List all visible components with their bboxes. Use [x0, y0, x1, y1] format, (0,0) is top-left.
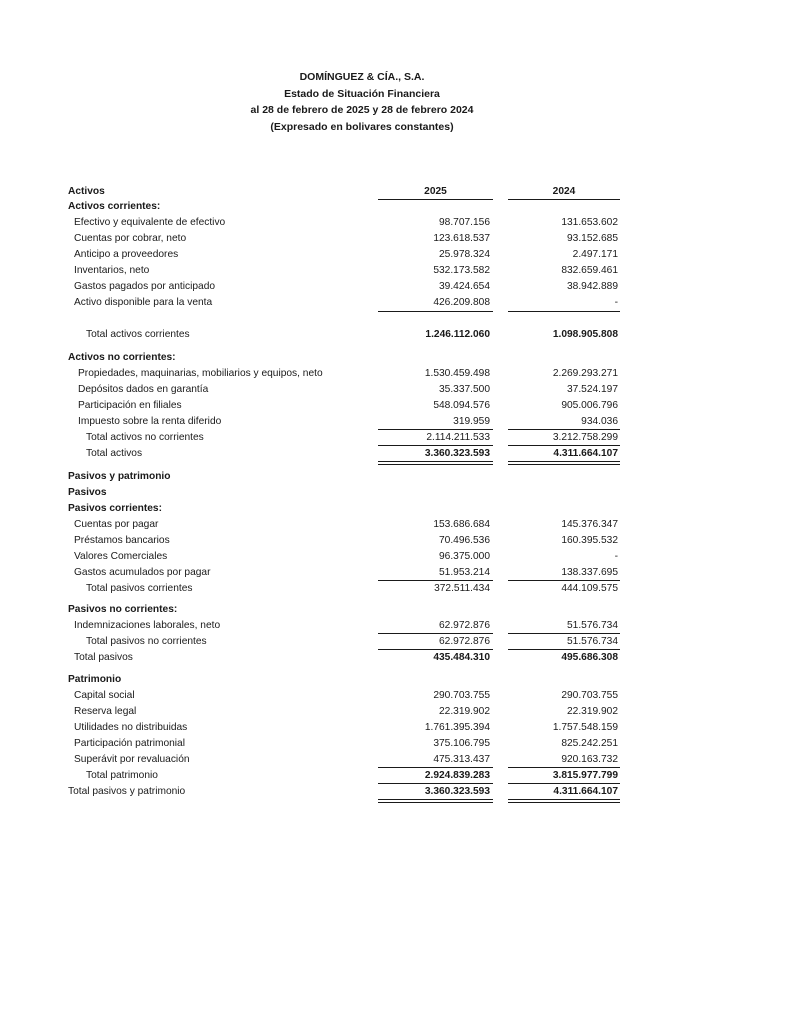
value-2024: 444.109.575 — [561, 583, 618, 594]
heading-row — [0, 602, 791, 618]
column-header-2024: 2024 — [552, 186, 576, 197]
value-2024: 4.311.664.107 — [553, 786, 618, 797]
row-label: Total activos no corrientes — [86, 432, 204, 443]
value-2025: 123.618.537 — [433, 233, 490, 244]
value-2024: 825.242.251 — [561, 738, 618, 749]
heading-activos-corrientes: Activos corrientes: — [68, 201, 161, 212]
heading-row — [0, 501, 791, 517]
table-row — [0, 414, 791, 430]
heading-row — [0, 469, 791, 485]
table-row — [0, 279, 791, 295]
value-2025: 35.337.500 — [439, 384, 490, 395]
table-row — [0, 688, 791, 704]
statement-header — [0, 69, 724, 135]
table-row — [0, 720, 791, 736]
row-label: Indemnizaciones laborales, neto — [74, 620, 221, 631]
row-label: Total patrimonio — [86, 770, 158, 781]
value-2025: 70.496.536 — [439, 535, 490, 546]
row-label: Propiedades, maquinarias, mobiliarios y equipos, neto — [78, 368, 323, 379]
row-label: Participación patrimonial — [74, 738, 185, 749]
row-label: Total pasivos y patrimonio — [68, 786, 186, 797]
value-2025: 426.209.808 — [433, 297, 490, 308]
row-label: Capital social — [74, 690, 135, 701]
value-2025: 51.953.214 — [439, 567, 490, 578]
table-row — [0, 736, 791, 752]
table-row — [0, 533, 791, 549]
value-2024: 51.576.734 — [567, 620, 618, 631]
total-row — [0, 327, 791, 343]
divider — [508, 311, 620, 312]
value-2024: 37.524.197 — [567, 384, 618, 395]
value-2024: 920.163.732 — [561, 754, 618, 765]
value-2025: 1.530.459.498 — [424, 368, 490, 379]
total-row — [0, 650, 791, 666]
row-label: Total pasivos no corrientes — [86, 636, 207, 647]
row-label: Total activos corrientes — [86, 329, 190, 340]
value-2025: 372.511.434 — [434, 583, 490, 594]
section-heading-activos: Activos — [68, 186, 105, 197]
value-2024: 145.376.347 — [561, 519, 618, 530]
heading-pasivos-y-patrimonio: Pasivos y patrimonio — [68, 471, 171, 482]
value-2025: 3.360.323.593 — [424, 786, 490, 797]
value-2024: 38.942.889 — [567, 281, 618, 292]
currency-note: (Expresado en bolivares constantes) — [270, 120, 454, 133]
value-2024: 495.686.308 — [561, 652, 618, 663]
row-label: Cuentas por pagar — [74, 519, 159, 530]
statement-title: Estado de Situación Financiera — [284, 87, 440, 100]
value-2025: 96.375.000 — [439, 551, 490, 562]
total-row — [0, 581, 791, 597]
row-label: Participación en filiales — [78, 400, 182, 411]
heading-pasivos-corrientes: Pasivos corrientes: — [68, 503, 162, 514]
value-2024: 93.152.685 — [567, 233, 618, 244]
value-2025: 290.703.755 — [433, 690, 490, 701]
value-2024: - — [614, 551, 618, 562]
value-2025: 1.246.112.060 — [425, 329, 490, 340]
double-underline — [378, 461, 493, 465]
value-2025: 62.972.876 — [439, 636, 490, 647]
value-2025: 1.761.395.394 — [424, 722, 490, 733]
value-2025: 39.424.654 — [439, 281, 490, 292]
row-label: Cuentas por cobrar, neto — [74, 233, 187, 244]
value-2025: 2.924.839.283 — [424, 770, 490, 781]
divider — [378, 311, 493, 312]
row-label: Efectivo y equivalente de efectivo — [74, 217, 226, 228]
value-2025: 319.959 — [453, 416, 490, 427]
table-row — [0, 549, 791, 565]
total-row — [0, 430, 791, 446]
row-label: Superávit por revaluación — [74, 754, 190, 765]
row-label: Total activos — [86, 448, 143, 459]
heading-row — [0, 672, 791, 688]
value-2024: 2.269.293.271 — [552, 368, 618, 379]
value-2024: 2.497.171 — [572, 249, 618, 260]
value-2025: 153.686.684 — [433, 519, 490, 530]
total-row — [0, 446, 791, 462]
value-2025: 62.972.876 — [439, 620, 490, 631]
row-label: Depósitos dados en garantía — [78, 384, 209, 395]
statement-period: al 28 de febrero de 2025 y 28 de febrero 2024 — [250, 104, 474, 116]
row-label: Activo disponible para la venta — [74, 297, 213, 308]
total-row — [0, 634, 791, 650]
table-row — [0, 247, 791, 263]
double-underline — [508, 799, 620, 803]
row-label: Anticipo a proveedores — [74, 249, 179, 260]
value-2025: 435.484.310 — [433, 652, 490, 663]
table-row — [0, 382, 791, 398]
value-2025: 22.319.902 — [439, 706, 490, 717]
value-2025: 3.360.323.593 — [424, 448, 490, 459]
heading-pasivos: Pasivos — [68, 487, 107, 498]
table-row — [0, 618, 791, 634]
heading-patrimonio: Patrimonio — [68, 674, 122, 685]
table-row — [0, 517, 791, 533]
value-2024: 22.319.902 — [567, 706, 618, 717]
column-header-row — [0, 184, 791, 200]
company-name: DOMÍNGUEZ & CÍA., S.A. — [299, 71, 425, 83]
heading-row — [0, 199, 791, 215]
table-row — [0, 295, 791, 311]
value-2024: 160.395.532 — [561, 535, 618, 546]
row-label: Valores Comerciales — [74, 551, 168, 562]
value-2025: 2.114.211.533 — [426, 432, 490, 443]
value-2024: - — [614, 297, 618, 308]
table-row — [0, 263, 791, 279]
heading-row — [0, 350, 791, 366]
value-2024: 290.703.755 — [561, 690, 618, 701]
row-label: Total pasivos — [74, 652, 133, 663]
row-label: Impuesto sobre la renta diferido — [78, 416, 222, 427]
value-2024: 51.576.734 — [567, 636, 618, 647]
row-label: Total pasivos corrientes — [86, 583, 193, 594]
value-2025: 475.313.437 — [433, 754, 490, 765]
heading-row — [0, 485, 791, 501]
table-row — [0, 215, 791, 231]
table-row — [0, 398, 791, 414]
grand-total-row — [0, 784, 791, 800]
heading-pasivos-no-corrientes: Pasivos no corrientes: — [68, 604, 178, 615]
value-2024: 3.815.977.799 — [552, 770, 618, 781]
row-label: Gastos pagados por anticipado — [74, 281, 216, 292]
value-2024: 934.036 — [581, 416, 618, 427]
table-row — [0, 231, 791, 247]
row-label: Reserva legal — [74, 706, 137, 717]
table-row — [0, 565, 791, 581]
row-label: Gastos acumulados por pagar — [74, 567, 211, 578]
value-2024: 905.006.796 — [561, 400, 618, 411]
row-label: Inventarios, neto — [74, 265, 150, 276]
table-row — [0, 752, 791, 768]
row-label: Préstamos bancarios — [74, 535, 170, 546]
column-header-2025: 2025 — [424, 186, 447, 197]
value-2024: 131.653.602 — [561, 217, 618, 228]
value-2024: 138.337.695 — [561, 567, 618, 578]
table-row — [0, 366, 791, 382]
double-underline — [508, 461, 620, 465]
value-2024: 3.212.758.299 — [552, 432, 618, 443]
value-2024: 1.098.905.808 — [552, 329, 618, 340]
value-2024: 832.659.461 — [561, 265, 618, 276]
value-2025: 375.106.795 — [433, 738, 490, 749]
value-2025: 532.173.582 — [433, 265, 490, 276]
value-2025: 548.094.576 — [433, 400, 490, 411]
value-2025: 25.978.324 — [439, 249, 490, 260]
value-2025: 98.707.156 — [439, 217, 490, 228]
value-2024: 1.757.548.159 — [552, 722, 618, 733]
row-label: Utilidades no distribuidas — [74, 722, 188, 733]
total-row — [0, 768, 791, 784]
double-underline — [378, 799, 493, 803]
heading-activos-no-corrientes: Activos no corrientes: — [68, 352, 176, 363]
value-2024: 4.311.664.107 — [553, 448, 618, 459]
table-row — [0, 704, 791, 720]
